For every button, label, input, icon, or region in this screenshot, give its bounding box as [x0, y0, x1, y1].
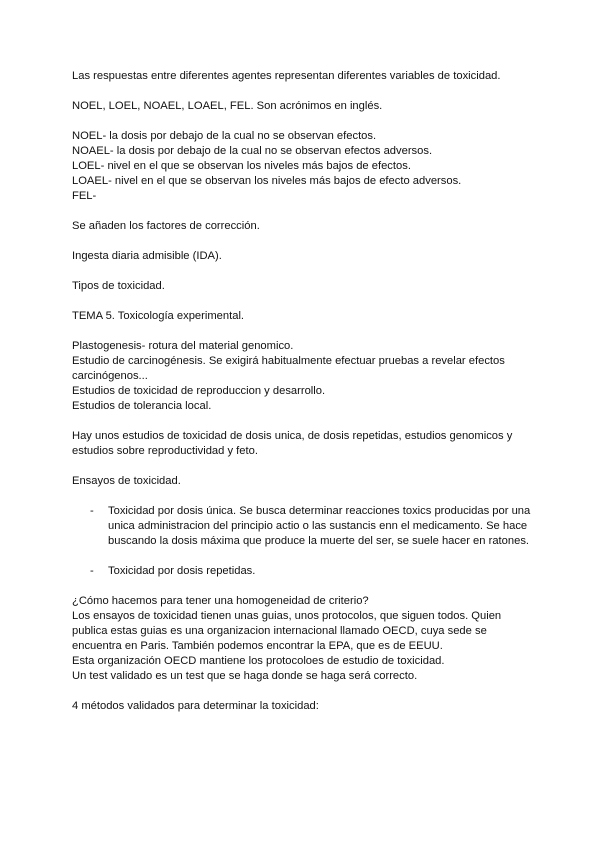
study-tolerancia: Estudios de tolerancia local. [72, 400, 212, 412]
definition-loael: LOAEL- nivel en el que se observan los niveles más bajos de efecto adversos. [72, 175, 462, 187]
paragraph-tipos: Tipos de toxicidad. [72, 280, 165, 292]
list-item [72, 564, 532, 579]
study-plastogenesis: Plastogenesis- rotura del material genomico. [72, 340, 294, 352]
paragraph-test: Un test validado es un test que se haga donde se haga será correcto. [72, 670, 418, 682]
bullet-text: Toxicidad por dosis repetidas. [108, 565, 256, 577]
section-heading: TEMA 5. Toxicología experimental. [72, 310, 245, 322]
paragraph-variables: Las respuestas entre diferentes agentes representan diferentes variables de toxicidad. [72, 70, 501, 82]
definition-loel: LOEL- nivel en el que se observan los niveles más bajos de efectos. [72, 160, 411, 172]
definition-noel: NOEL- la dosis por debajo de la cual no se observan efectos. [72, 130, 377, 142]
study-carcinogenesis: Estudio de carcinogénesis. Se exigirá habitualmente efectuar pruebas a revelar efectos carcinógenos... [72, 355, 505, 382]
bullet-dash: - [90, 505, 94, 517]
bullet-text: Toxicidad por dosis única. Se busca determinar reacciones toxics producidas por una unica administracion del principio actio o las sustancis enn el medicamento. Se hace buscando la dosis máxima que produce la muerte del ser, se suele hacer en ratones. [108, 505, 531, 547]
paragraph-ensayos: Ensayos de toxicidad. [72, 475, 181, 487]
paragraph-guias: Los ensayos de toxicidad tienen unas guias, unos protocolos, que siguen todos. Quien publica estas guias es una organizacion internacional llamado OECD, cuya sede se encuentra en Paris. También podemos encontrar la EPA, que es de EEUU. [72, 610, 502, 652]
paragraph-metodos: 4 métodos validados para determinar la toxicidad: [72, 700, 319, 712]
paragraph-acronyms: NOEL, LOEL, NOAEL, LOAEL, FEL. Son acrónimos en inglés. [72, 100, 383, 112]
definition-noael: NOAEL- la dosis por debajo de la cual no se observan efectos adversos. [72, 145, 433, 157]
study-reproduccion: Estudios de toxicidad de reproduccion y desarrollo. [72, 385, 326, 397]
paragraph-estudios: Hay unos estudios de toxicidad de dosis unica, de dosis repetidas, estudios genomicos y estudios sobre reproductividad y feto. [72, 430, 513, 457]
paragraph-ida: Ingesta diaria admisible (IDA). [72, 250, 222, 262]
paragraph-oecd: Esta organización OECD mantiene los protocoloes de estudio de toxicidad. [72, 655, 445, 667]
paragraph-correction: Se añaden los factores de corrección. [72, 220, 260, 232]
paragraph-question: ¿Cómo hacemos para tener una homogeneidad de criterio? [72, 595, 369, 607]
bullet-dash: - [90, 565, 94, 577]
definition-fel: FEL- [72, 190, 97, 202]
document-body [72, 69, 532, 714]
list-item [72, 504, 532, 549]
